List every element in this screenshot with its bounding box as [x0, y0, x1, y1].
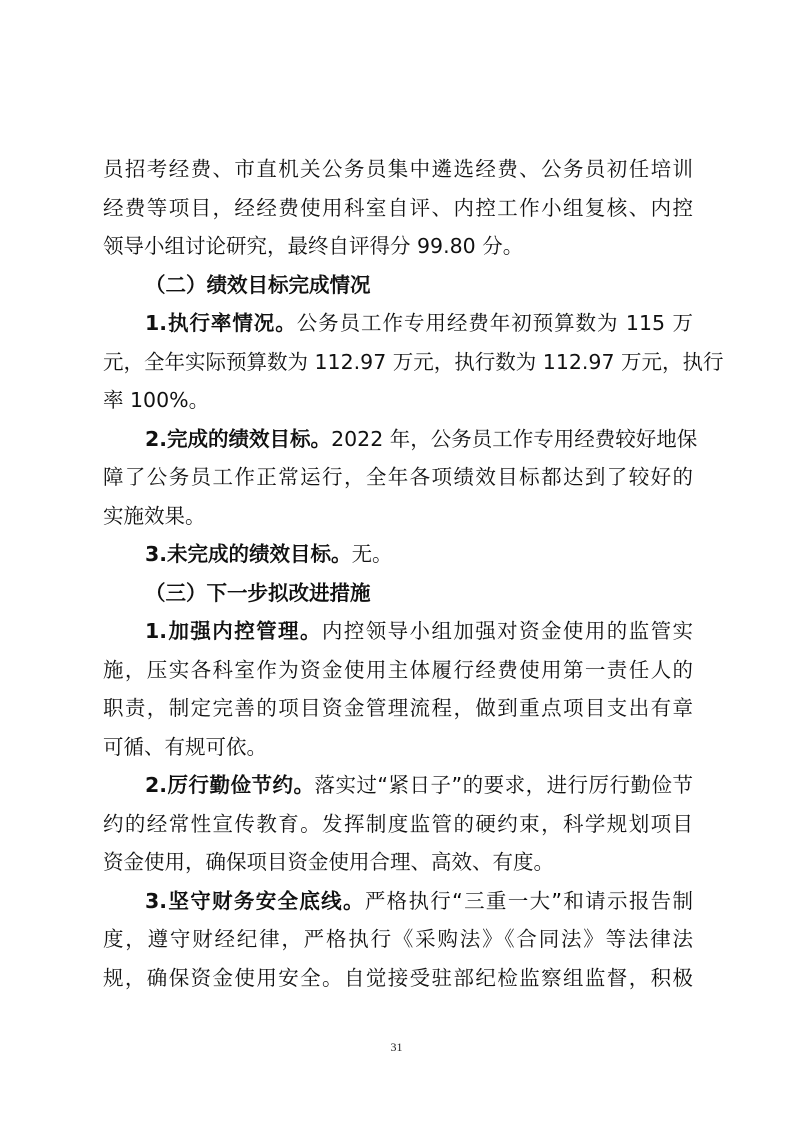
paragraph-line: 障了公务员工作正常运行，全年各项绩效目标都达到了较好的	[103, 465, 693, 489]
paragraph-line: 职责，制定完善的项目资金管理流程，做到重点项目支出有章	[103, 696, 693, 720]
paragraph-lead: 2.厉行勤俭节约。	[145, 773, 315, 797]
section-heading: （三）下一步拟改进措施	[145, 580, 371, 605]
paragraph-lead: 3.未完成的绩效目标。	[145, 542, 352, 566]
section-heading: （二）绩效目标完成情况	[145, 272, 371, 297]
paragraph-line: 元，全年实际预算数为 112.97 万元，执行数为 112.97 万元，执行	[103, 349, 724, 374]
page-number: 31	[390, 1040, 403, 1054]
paragraph-line: 规，确保资金使用安全。自觉接受驻部纪检监察组监督，积极	[103, 965, 693, 990]
paragraph-line: 资金使用，确保项目资金使用合理、高效、有度。	[103, 850, 554, 874]
paragraph-line: 约的经常性宣传教育。发挥制度监管的硬约束，科学规划项目	[103, 811, 693, 836]
paragraph-line	[103, 420, 698, 459]
paragraph-lead: 2.完成的绩效目标。	[145, 426, 332, 451]
paragraph-line: 率 100%。	[103, 388, 210, 412]
paragraph-line: 施，压实各科室作为资金使用主体履行经费使用第一责任人的	[103, 657, 693, 682]
paragraph-line	[103, 535, 693, 574]
paragraph-lead: 1.执行率情况。	[145, 311, 297, 335]
paragraph-text: 2022 年，公务员工作专用经费较好地保	[331, 426, 698, 451]
paragraph-text: 严格执行“三重一大”和请示报告制	[364, 888, 693, 913]
paragraph-line	[103, 766, 693, 805]
paragraph-text: 无。	[351, 542, 393, 566]
paragraph-line: 领导小组讨论研究，最终自评得分 99.80 分。	[103, 234, 524, 258]
paragraph-lead: 3.坚守财务安全底线。	[145, 888, 365, 913]
paragraph-line: 员招考经费、市直机关公务员集中遴选经费、公务员初任培训	[103, 157, 693, 181]
paragraph-text: 内控领导小组加强对资金使用的监管实	[321, 619, 693, 643]
paragraph-line	[103, 304, 693, 343]
paragraph-line	[103, 612, 693, 651]
paragraph-text: 落实过“紧日子”的要求，进行厉行勤俭节	[314, 773, 693, 797]
paragraph-line	[103, 882, 693, 921]
paragraph-line: 度，遵守财经纪律，严格执行《采购法》《合同法》等法律法	[103, 927, 693, 951]
paragraph-line: 可循、有规可依。	[103, 734, 267, 759]
body-text	[103, 150, 724, 997]
paragraph-text: 公务员工作专用经费年初预算数为 115 万	[296, 311, 693, 335]
paragraph-lead: 1.加强内控管理。	[145, 619, 322, 643]
paragraph-line: 实施效果。	[103, 503, 206, 528]
paragraph-line: 经费等项目，经经费使用科室自评、内控工作小组复核、内控	[103, 195, 693, 220]
